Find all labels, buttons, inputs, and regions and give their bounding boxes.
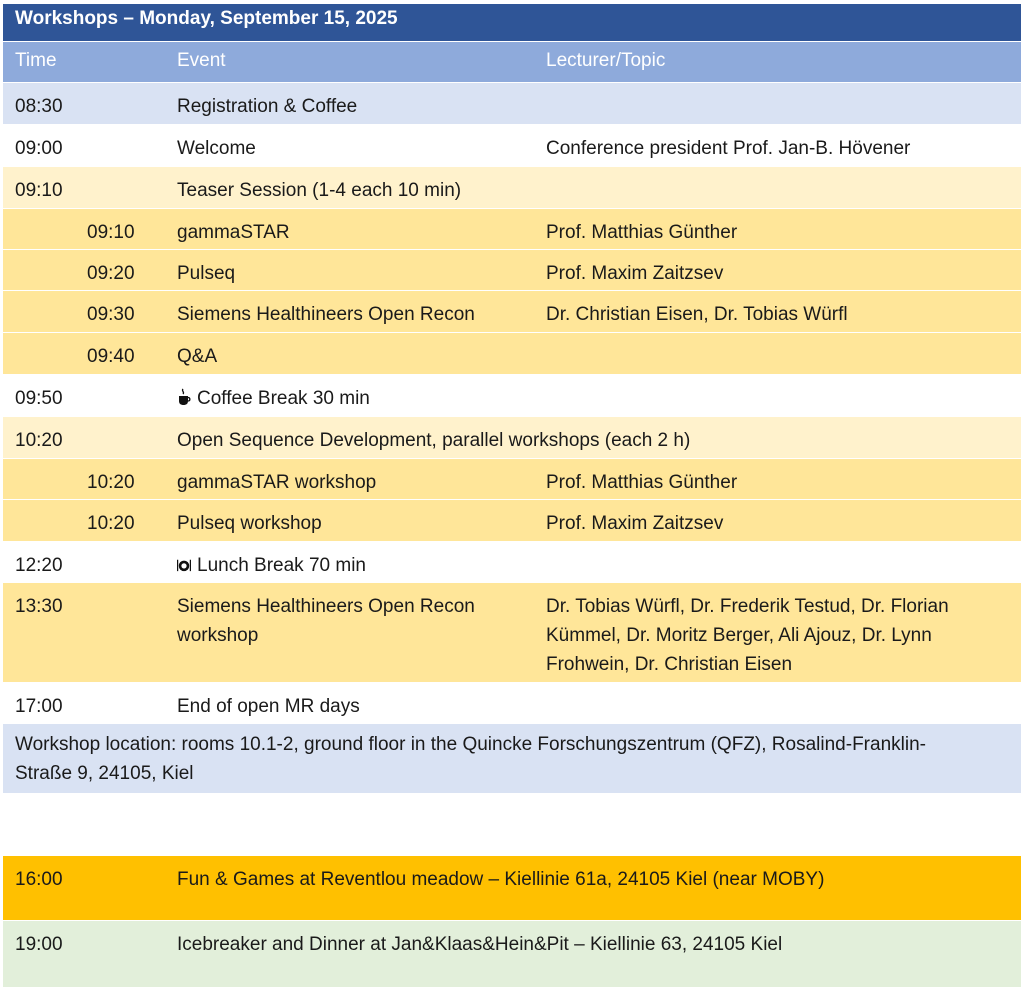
lunch-break-label: Lunch Break 70 min: [197, 555, 366, 576]
row-subtime: 09:20: [87, 263, 135, 284]
row-lecturer-line: Frohwein, Dr. Christian Eisen: [546, 654, 793, 675]
row-event: Welcome: [177, 138, 256, 159]
row-event: Pulseq workshop: [177, 513, 322, 534]
header-lecturer: Lecturer/Topic: [546, 50, 666, 71]
table-row: [3, 500, 1021, 542]
row-time: 16:00: [15, 869, 63, 890]
row-lecturer: Prof. Maxim Zaitzsev: [546, 263, 724, 284]
table-row: [3, 167, 1021, 209]
table-row: [3, 291, 1021, 333]
table-row: [3, 250, 1021, 291]
workshop-schedule-table: [3, 4, 1021, 794]
plate-icon: [177, 557, 191, 573]
row-event: Registration & Coffee: [177, 96, 358, 117]
row-subtime: 09:30: [87, 304, 135, 325]
location-line: Workshop location: rooms 10.1-2, ground floor in the Quincke Forschungszentrum (QFZ), Rosalind-Franklin-: [15, 734, 926, 755]
workshop-location-note: [3, 724, 1021, 794]
table-row: [3, 542, 1021, 583]
row-time: 09:00: [15, 138, 63, 159]
coffee-icon: [177, 388, 191, 406]
row-lecturer: Prof. Matthias Günther: [546, 472, 738, 493]
row-subtime: 09:40: [87, 346, 135, 367]
table-row: [3, 375, 1021, 417]
row-lecturer: Conference president Prof. Jan-B. Hövener: [546, 138, 911, 159]
table-row: [3, 459, 1021, 500]
table-row: [3, 333, 1021, 375]
row-event-lunch: [177, 551, 537, 580]
row-event: gammaSTAR workshop: [177, 472, 377, 493]
row-event-coffee: [177, 384, 537, 413]
row-event: Fun & Games at Reventlou meadow – Kiellinie 61a, 24105 Kiel (near MOBY): [177, 869, 825, 890]
header-time: Time: [15, 50, 57, 71]
row-time: 17:00: [15, 696, 63, 717]
row-lecturer: Prof. Maxim Zaitzsev: [546, 513, 724, 534]
table-row: [3, 583, 1021, 683]
row-time: 13:30: [15, 596, 63, 617]
row-lecturer-line: Dr. Tobias Würfl, Dr. Frederik Testud, Dr. Florian: [546, 596, 949, 617]
row-subtime: 10:20: [87, 472, 135, 493]
row-time: 09:10: [15, 180, 63, 201]
row-time: 08:30: [15, 96, 63, 117]
row-time: 10:20: [15, 430, 63, 451]
row-event: Icebreaker and Dinner at Jan&Klaas&Hein&Pit – Kiellinie 63, 24105 Kiel: [177, 934, 783, 955]
row-event: Q&A: [177, 346, 218, 367]
row-time: 12:20: [15, 555, 63, 576]
table-header: [3, 42, 1021, 83]
schedule-title: Workshops – Monday, September 15, 2025: [3, 4, 1021, 42]
row-event: End of open MR days: [177, 696, 360, 717]
row-event: gammaSTAR: [177, 222, 290, 243]
header-event: Event: [177, 50, 226, 71]
row-event: [177, 592, 537, 650]
table-row: [3, 209, 1021, 250]
row-event: Siemens Healthineers Open Recon: [177, 304, 475, 325]
row-event: Teaser Session (1-4 each 10 min): [177, 180, 462, 201]
row-lecturer: [546, 592, 1006, 679]
row-event-line: workshop: [177, 625, 259, 646]
row-time: 09:50: [15, 388, 63, 409]
evening-row-fun-games: [3, 856, 1021, 920]
table-row: [3, 683, 1021, 724]
table-row: [3, 125, 1021, 167]
table-row: [3, 417, 1021, 459]
row-subtime: 09:10: [87, 222, 135, 243]
row-event: Open Sequence Development, parallel workshops (each 2 h): [177, 430, 691, 451]
evening-row-icebreaker: [3, 921, 1021, 987]
row-time: 19:00: [15, 934, 63, 955]
row-lecturer: Dr. Christian Eisen, Dr. Tobias Würfl: [546, 304, 848, 325]
row-event: Pulseq: [177, 263, 236, 284]
row-subtime: 10:20: [87, 513, 135, 534]
table-row: [3, 83, 1021, 125]
coffee-break-label: Coffee Break 30 min: [197, 388, 370, 409]
row-event-line: Siemens Healthineers Open Recon: [177, 596, 475, 617]
row-lecturer: Prof. Matthias Günther: [546, 222, 738, 243]
row-lecturer-line: Kümmel, Dr. Moritz Berger, Ali Ajouz, Dr. Lynn: [546, 625, 932, 646]
location-line: Straße 9, 24105, Kiel: [15, 763, 194, 784]
